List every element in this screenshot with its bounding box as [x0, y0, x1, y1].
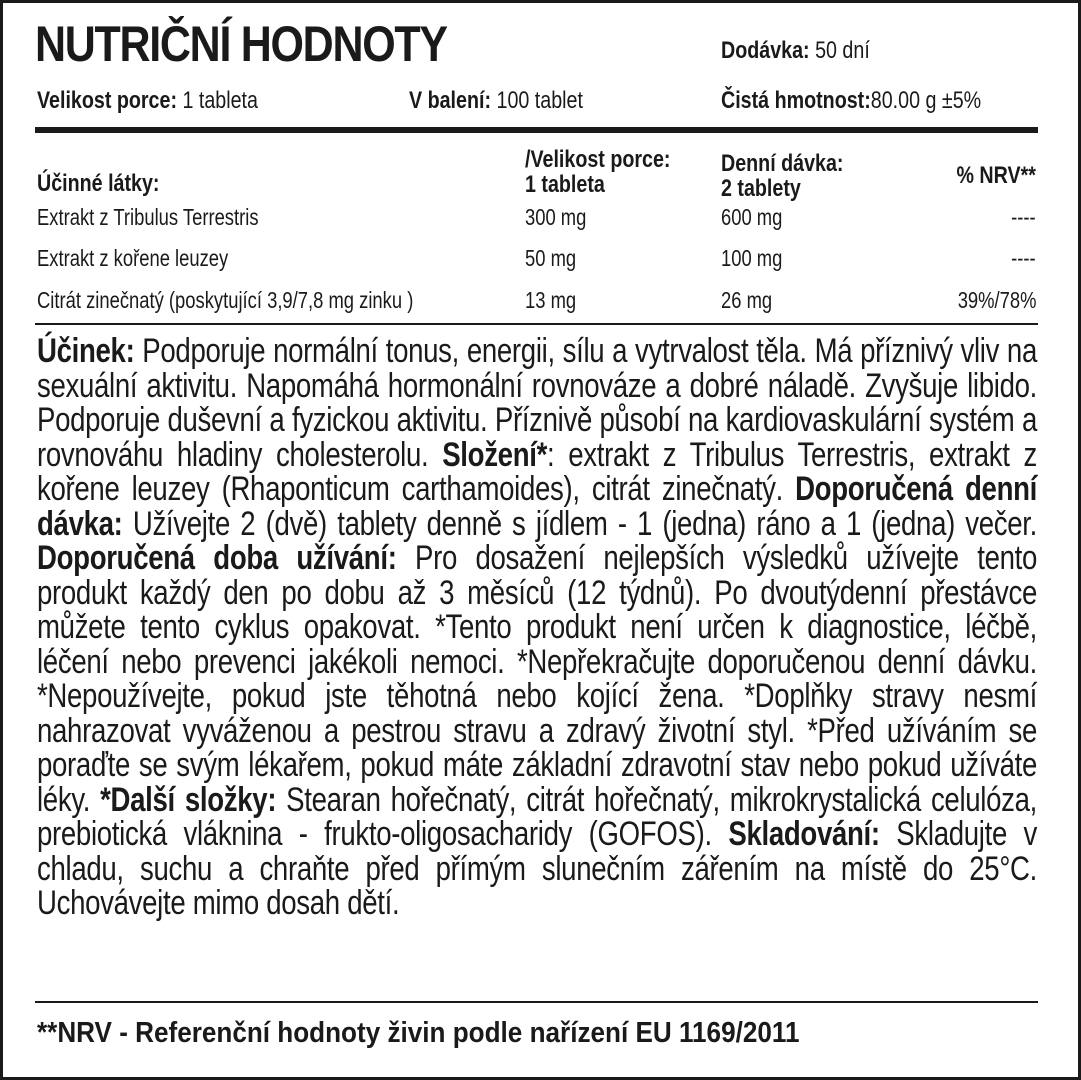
period-label: Doporučená doba užívání: — [37, 539, 397, 577]
composition-text: : extrakt z Tribulus Terrestris, extrakt z kořene leuzey (Rhaponticum carthamoides), citrát zinečnatý. — [37, 435, 1037, 508]
substance-name: Citrát zinečnatý (poskytující 3,9/7,8 mg zinku ) — [37, 287, 414, 313]
net-weight-info — [721, 87, 981, 115]
supply-label: Dodávka: — [721, 37, 810, 64]
substance-name: Extrakt z Tribulus Terrestris — [37, 204, 259, 230]
header-divider — [35, 127, 1038, 133]
serving-size-label: Velikost porce: — [37, 87, 178, 114]
serving-size-info — [37, 87, 258, 115]
substance-name: Extrakt z kořene leuzey — [37, 245, 229, 271]
column-header-daily-dose — [721, 151, 844, 201]
pack-label: V balení: — [409, 87, 492, 114]
nrv-footnote: **NRV - Referenční hodnoty živin podle nařízení EU 1169/2011 — [37, 1017, 800, 1049]
daily-amount: 26 mg — [721, 287, 773, 313]
daily-amount: 100 mg — [721, 245, 783, 271]
column-header-per-serving — [525, 147, 670, 197]
supply-info — [721, 37, 870, 65]
net-weight-value: 80.00 g ±5% — [870, 87, 982, 114]
page-title: NUTRIČNÍ HODNOTY — [35, 16, 447, 72]
description-paragraph — [37, 334, 1037, 921]
effect-label: Účinek: — [37, 332, 135, 370]
column-header-per-serving-line1: /Velikost porce: — [525, 146, 671, 173]
supply-value: 50 dní — [809, 37, 870, 64]
pack-info — [409, 87, 583, 115]
composition-label: Složení* — [442, 435, 548, 474]
footer-divider — [35, 1001, 1038, 1003]
storage-text: Skladujte v chladu, suchu a chraňte před přímým slunečním zářením na místě do 25°C. Uchovávejte mimo dosah dětí. — [37, 815, 1037, 922]
per-serving-amount: 50 mg — [525, 245, 577, 271]
column-header-substances: Účinné látky: — [37, 170, 160, 197]
per-serving-amount: 300 mg — [525, 204, 587, 230]
table-divider — [35, 323, 1038, 325]
daily-amount: 600 mg — [721, 204, 783, 230]
nrv-value: 39%/78% — [957, 287, 1036, 313]
column-header-nrv: % NRV** — [956, 162, 1036, 189]
column-header-daily-dose-line2: 2 tablety — [721, 175, 801, 202]
net-weight-label: Čistá hmotnost: — [721, 87, 871, 114]
storage-label: Skladování: — [728, 815, 880, 853]
dose-label: Doporučená denní dávka: — [37, 470, 1037, 543]
column-header-daily-dose-line1: Denní dávka: — [721, 150, 844, 177]
nrv-value: ---- — [1011, 245, 1036, 271]
column-header-per-serving-line2: 1 tableta — [525, 171, 605, 198]
per-serving-amount: 13 mg — [525, 287, 577, 313]
other-ingredients-label: *Další složky: — [100, 780, 277, 819]
dose-text: Užívejte 2 (dvě) tablety denně s jídlem - 1 (jedna) ráno a 1 (jedna) večer. — [122, 504, 1038, 543]
effect-text: Podporuje normální tonus, energii, sílu a vytrvalost těla. Má příznivý vliv na sexuální aktivitu. Napomáhá hormonální rovnováze a dobré náladě. Zvyšuje libido. Podporuje duševní a fyzickou aktivitu. Příznivě působí na kardiovaskulární systém a rovnováhu hladiny cholesterolu. — [37, 332, 1037, 474]
nrv-value: ---- — [1011, 204, 1036, 230]
other-ingredients-text: Stearan hořečnatý, citrát hořečnatý, mikrokrystalická celulóza, prebiotická vláknina - frukto-oligosacharidy (GOFOS). — [37, 780, 1037, 853]
period-text: Pro dosažení nejlepších výsledků užívejte tento produkt každý den po dobu až 3 měsíců (12 týdnů). Po dvoutýdenní přestávce můžete tento cyklus opakovat. *Tento produkt není určen k diagnostice, léčbě, léčení nebo prevenci jakékoli nemoci. *Nepřekračujte doporučenou denní dávku. *Nepoužívejte, pokud jste těhotná nebo kojící žena. *Doplňky stravy nesmí nahrazovat vyváženou a pestrou stravu a zdravý životní styl. *Před užíváním se poraďte se svým lékařem, pokud máte základní zdravotní stav nebo pokud užíváte léky. — [37, 539, 1038, 819]
pack-value: 100 tablet — [491, 87, 583, 114]
serving-size-value: 1 tableta — [177, 87, 258, 114]
